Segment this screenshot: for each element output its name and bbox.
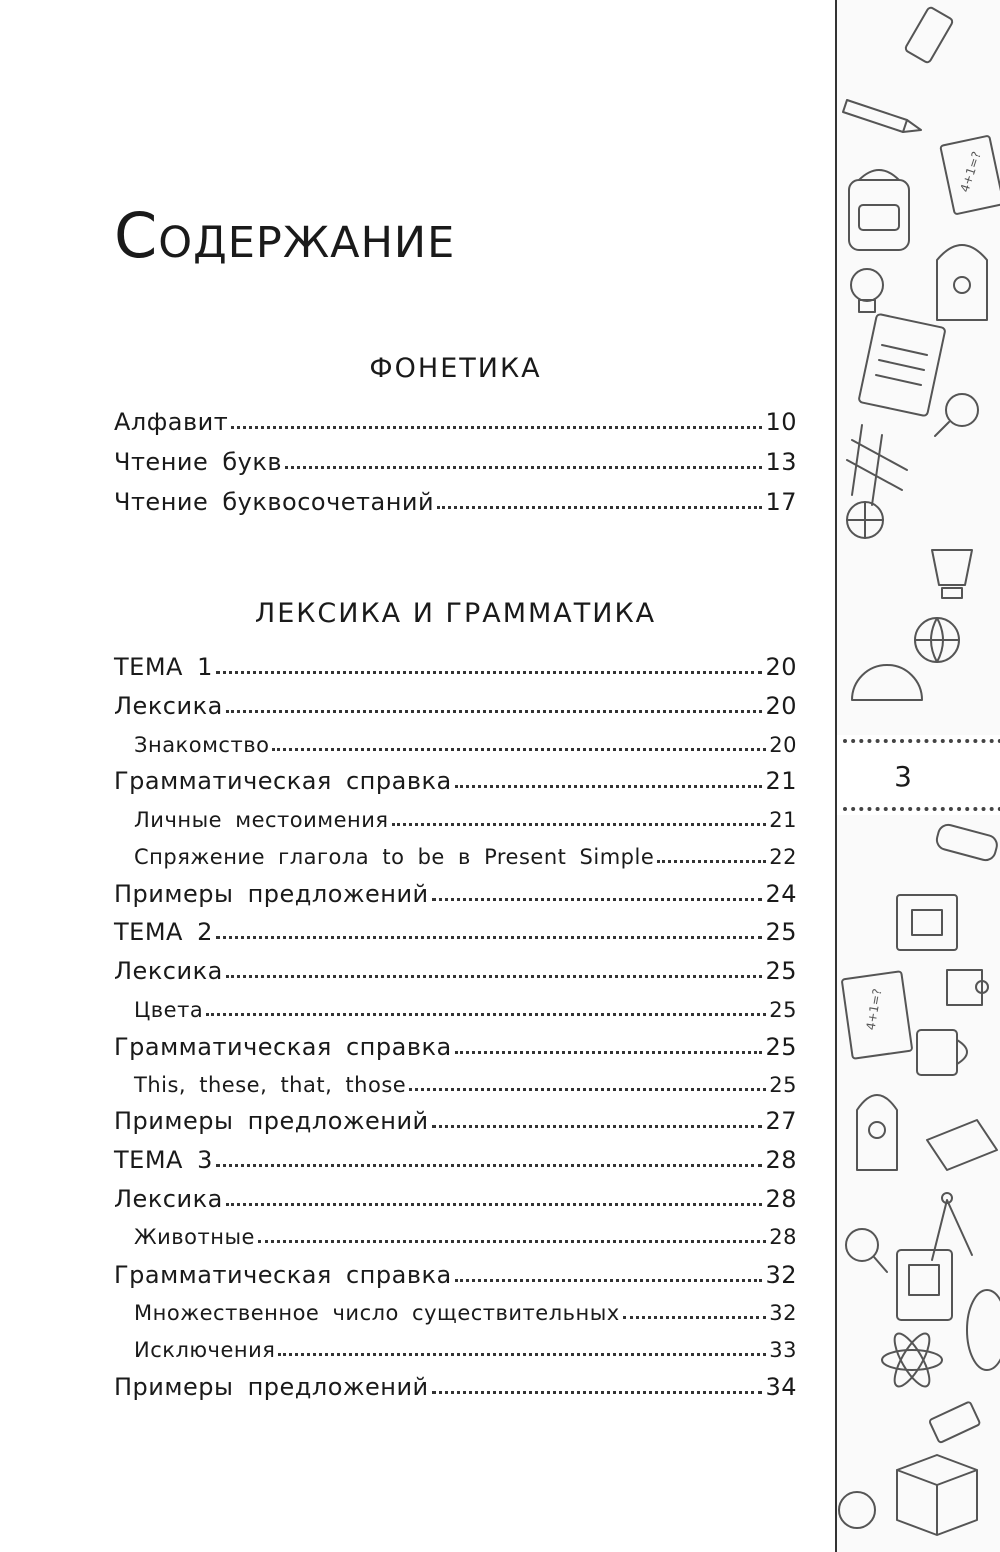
rocket-icon	[857, 1095, 897, 1170]
toc-entry-page: 25	[765, 1033, 797, 1061]
globe-icon	[915, 618, 959, 662]
toc-entry-label: Животные	[134, 1225, 255, 1249]
toc-subentry[interactable]	[134, 985, 797, 1021]
toc-entry-label: Примеры предложений	[114, 1373, 429, 1401]
toc-entry-label: Чтение букв	[114, 448, 283, 476]
toc-entry-page: 10	[765, 408, 797, 436]
clipboard-icon	[858, 314, 945, 417]
toc-entry-label: Множественное число существительных	[134, 1301, 620, 1325]
dot-leader	[226, 1203, 763, 1206]
toc-entry[interactable]	[114, 1097, 797, 1133]
toc-entry[interactable]	[114, 1251, 797, 1287]
dot-leader	[226, 975, 763, 978]
toc-entry[interactable]	[114, 478, 797, 514]
dot-leader	[278, 1353, 766, 1356]
dot-leader	[216, 1164, 763, 1167]
dot-leader	[455, 1051, 763, 1054]
toc-entry-page: 17	[765, 488, 797, 516]
dot-leader	[226, 710, 763, 713]
toc-entry-label: Личные местоимения	[134, 808, 389, 832]
toc-entry-page: 25	[765, 957, 797, 985]
chalkboard-icon	[842, 971, 913, 1059]
toc-subentry[interactable]	[134, 1212, 797, 1248]
toc-entry-label: Примеры предложений	[114, 1107, 429, 1135]
book-icon	[897, 895, 957, 950]
cube-icon	[897, 1455, 977, 1535]
toc-entry-page: 25	[769, 998, 797, 1022]
toc-entry-label: ТЕМА 1	[114, 653, 213, 681]
toc-entry-page: 32	[769, 1301, 797, 1325]
toc-entry-label: Чтение буквосочетаний	[114, 488, 435, 516]
toc-entry-label: Лексика	[114, 957, 223, 985]
magnifier-icon	[846, 1229, 887, 1272]
toc-entry-label: ТЕМА 2	[114, 918, 213, 946]
toc-entry-label: Цвета	[134, 998, 204, 1022]
toc-entry[interactable]	[114, 1136, 797, 1172]
svg-text:4+1=?: 4+1=?	[863, 987, 885, 1032]
dot-leader	[285, 466, 762, 469]
dot-leader	[272, 748, 766, 751]
chalkboard-icon	[940, 136, 1000, 215]
trophy-icon	[932, 550, 972, 598]
rocket-icon	[937, 245, 987, 320]
dot-leader	[432, 1125, 763, 1128]
toc-entry-page: 20	[765, 653, 797, 681]
eraser-icon	[929, 1401, 980, 1443]
graduation-cap-icon	[927, 1120, 997, 1170]
toc-entry[interactable]	[114, 398, 797, 434]
toc-entry-page: 22	[769, 845, 797, 869]
dot-leader	[258, 1240, 766, 1243]
tic-tac-toe-icon	[847, 425, 907, 505]
protractor-icon	[852, 665, 922, 700]
toc-entry[interactable]	[114, 643, 797, 679]
toc-entry[interactable]	[114, 908, 797, 944]
toc-entry-page: 20	[765, 692, 797, 720]
toc-entry-page: 25	[769, 1073, 797, 1097]
toc-entry-label: Алфавит	[114, 408, 229, 436]
dot-leader	[432, 1391, 763, 1394]
toc-entry-page: 13	[765, 448, 797, 476]
toc-entry-label: Исключения	[134, 1338, 276, 1362]
toc-entry-page: 28	[769, 1225, 797, 1249]
toc-entry-page: 20	[769, 733, 797, 757]
globe-icon	[839, 1492, 875, 1528]
glue-stick-icon	[904, 6, 953, 63]
dotted-divider	[843, 739, 1000, 743]
toc-entry-page: 21	[769, 808, 797, 832]
dot-leader	[657, 860, 766, 863]
pencil-icon	[843, 100, 921, 132]
section-heading-phonetics: ФОНЕТИКА	[369, 353, 542, 384]
toc-entry-label: Лексика	[114, 692, 223, 720]
toc-entry-label: Грамматическая справка	[114, 767, 452, 795]
toc-entry[interactable]	[114, 682, 797, 718]
dot-leader	[206, 1013, 766, 1016]
dotted-divider	[843, 807, 1000, 811]
toc-entry[interactable]	[114, 870, 797, 906]
school-bubble-icon	[967, 1290, 1000, 1370]
magnifier-icon	[935, 394, 978, 436]
toc-entry[interactable]	[114, 947, 797, 983]
toc-entry-page: 27	[765, 1107, 797, 1135]
toc-entry[interactable]	[114, 1363, 797, 1399]
toc-entry[interactable]	[114, 757, 797, 793]
mug-icon	[917, 1030, 967, 1075]
toc-entry[interactable]	[114, 438, 797, 474]
toc-subentry[interactable]	[134, 1325, 797, 1361]
toc-subentry[interactable]	[134, 1060, 797, 1096]
toc-entry-page: 32	[765, 1261, 797, 1289]
backpack-icon	[849, 170, 909, 250]
toc-entry-label: ТЕМА 3	[114, 1146, 213, 1174]
section-heading-lexis-grammar: ЛЕКСИКА И ГРАММАТИКА	[254, 598, 657, 629]
toc-entry-page: 25	[765, 918, 797, 946]
lightbulb-icon	[851, 269, 883, 312]
basketball-icon	[847, 502, 883, 538]
toc-entry-page: 28	[765, 1185, 797, 1213]
svg-text:4+1=?: 4+1=?	[957, 149, 984, 194]
toc-subentry[interactable]	[134, 720, 797, 756]
page-number: 3	[894, 760, 912, 793]
puzzle-icon	[947, 970, 988, 1005]
toc-subentry[interactable]	[134, 832, 797, 868]
dot-leader	[455, 1279, 763, 1282]
dot-leader	[216, 671, 763, 674]
toc-entry-label: Лексика	[114, 1185, 223, 1213]
page-title: Содержание	[114, 199, 456, 272]
toc-entry-label: This, these, that, those	[134, 1073, 407, 1097]
toc-subentry[interactable]	[134, 1288, 797, 1324]
dot-leader	[216, 936, 763, 939]
toc-entry-page: 33	[769, 1338, 797, 1362]
toc-entry-page: 34	[765, 1373, 797, 1401]
toc-entry-label: Грамматическая справка	[114, 1261, 452, 1289]
dot-leader	[392, 823, 767, 826]
toc-subentry[interactable]	[134, 795, 797, 831]
toc-entry-label: Примеры предложений	[114, 880, 429, 908]
toc-entry-label: Спряжение глагола to be в Present Simple	[134, 845, 655, 869]
book-stack-icon	[897, 1250, 952, 1320]
dot-leader	[231, 426, 762, 429]
dot-leader	[623, 1316, 767, 1319]
toc-entry-page: 24	[765, 880, 797, 908]
toc-entry[interactable]	[114, 1175, 797, 1211]
toc-entry-page: 28	[765, 1146, 797, 1174]
dot-leader	[409, 1088, 766, 1091]
dot-leader	[437, 506, 762, 509]
dot-leader	[432, 898, 763, 901]
toc-entry-page: 21	[765, 767, 797, 795]
toc-entry-label: Грамматическая справка	[114, 1033, 452, 1061]
toc-entry[interactable]	[114, 1023, 797, 1059]
scroll-icon	[935, 823, 999, 863]
atom-icon	[882, 1329, 942, 1391]
toc-entry-label: Знакомство	[134, 733, 270, 757]
dot-leader	[455, 785, 763, 788]
